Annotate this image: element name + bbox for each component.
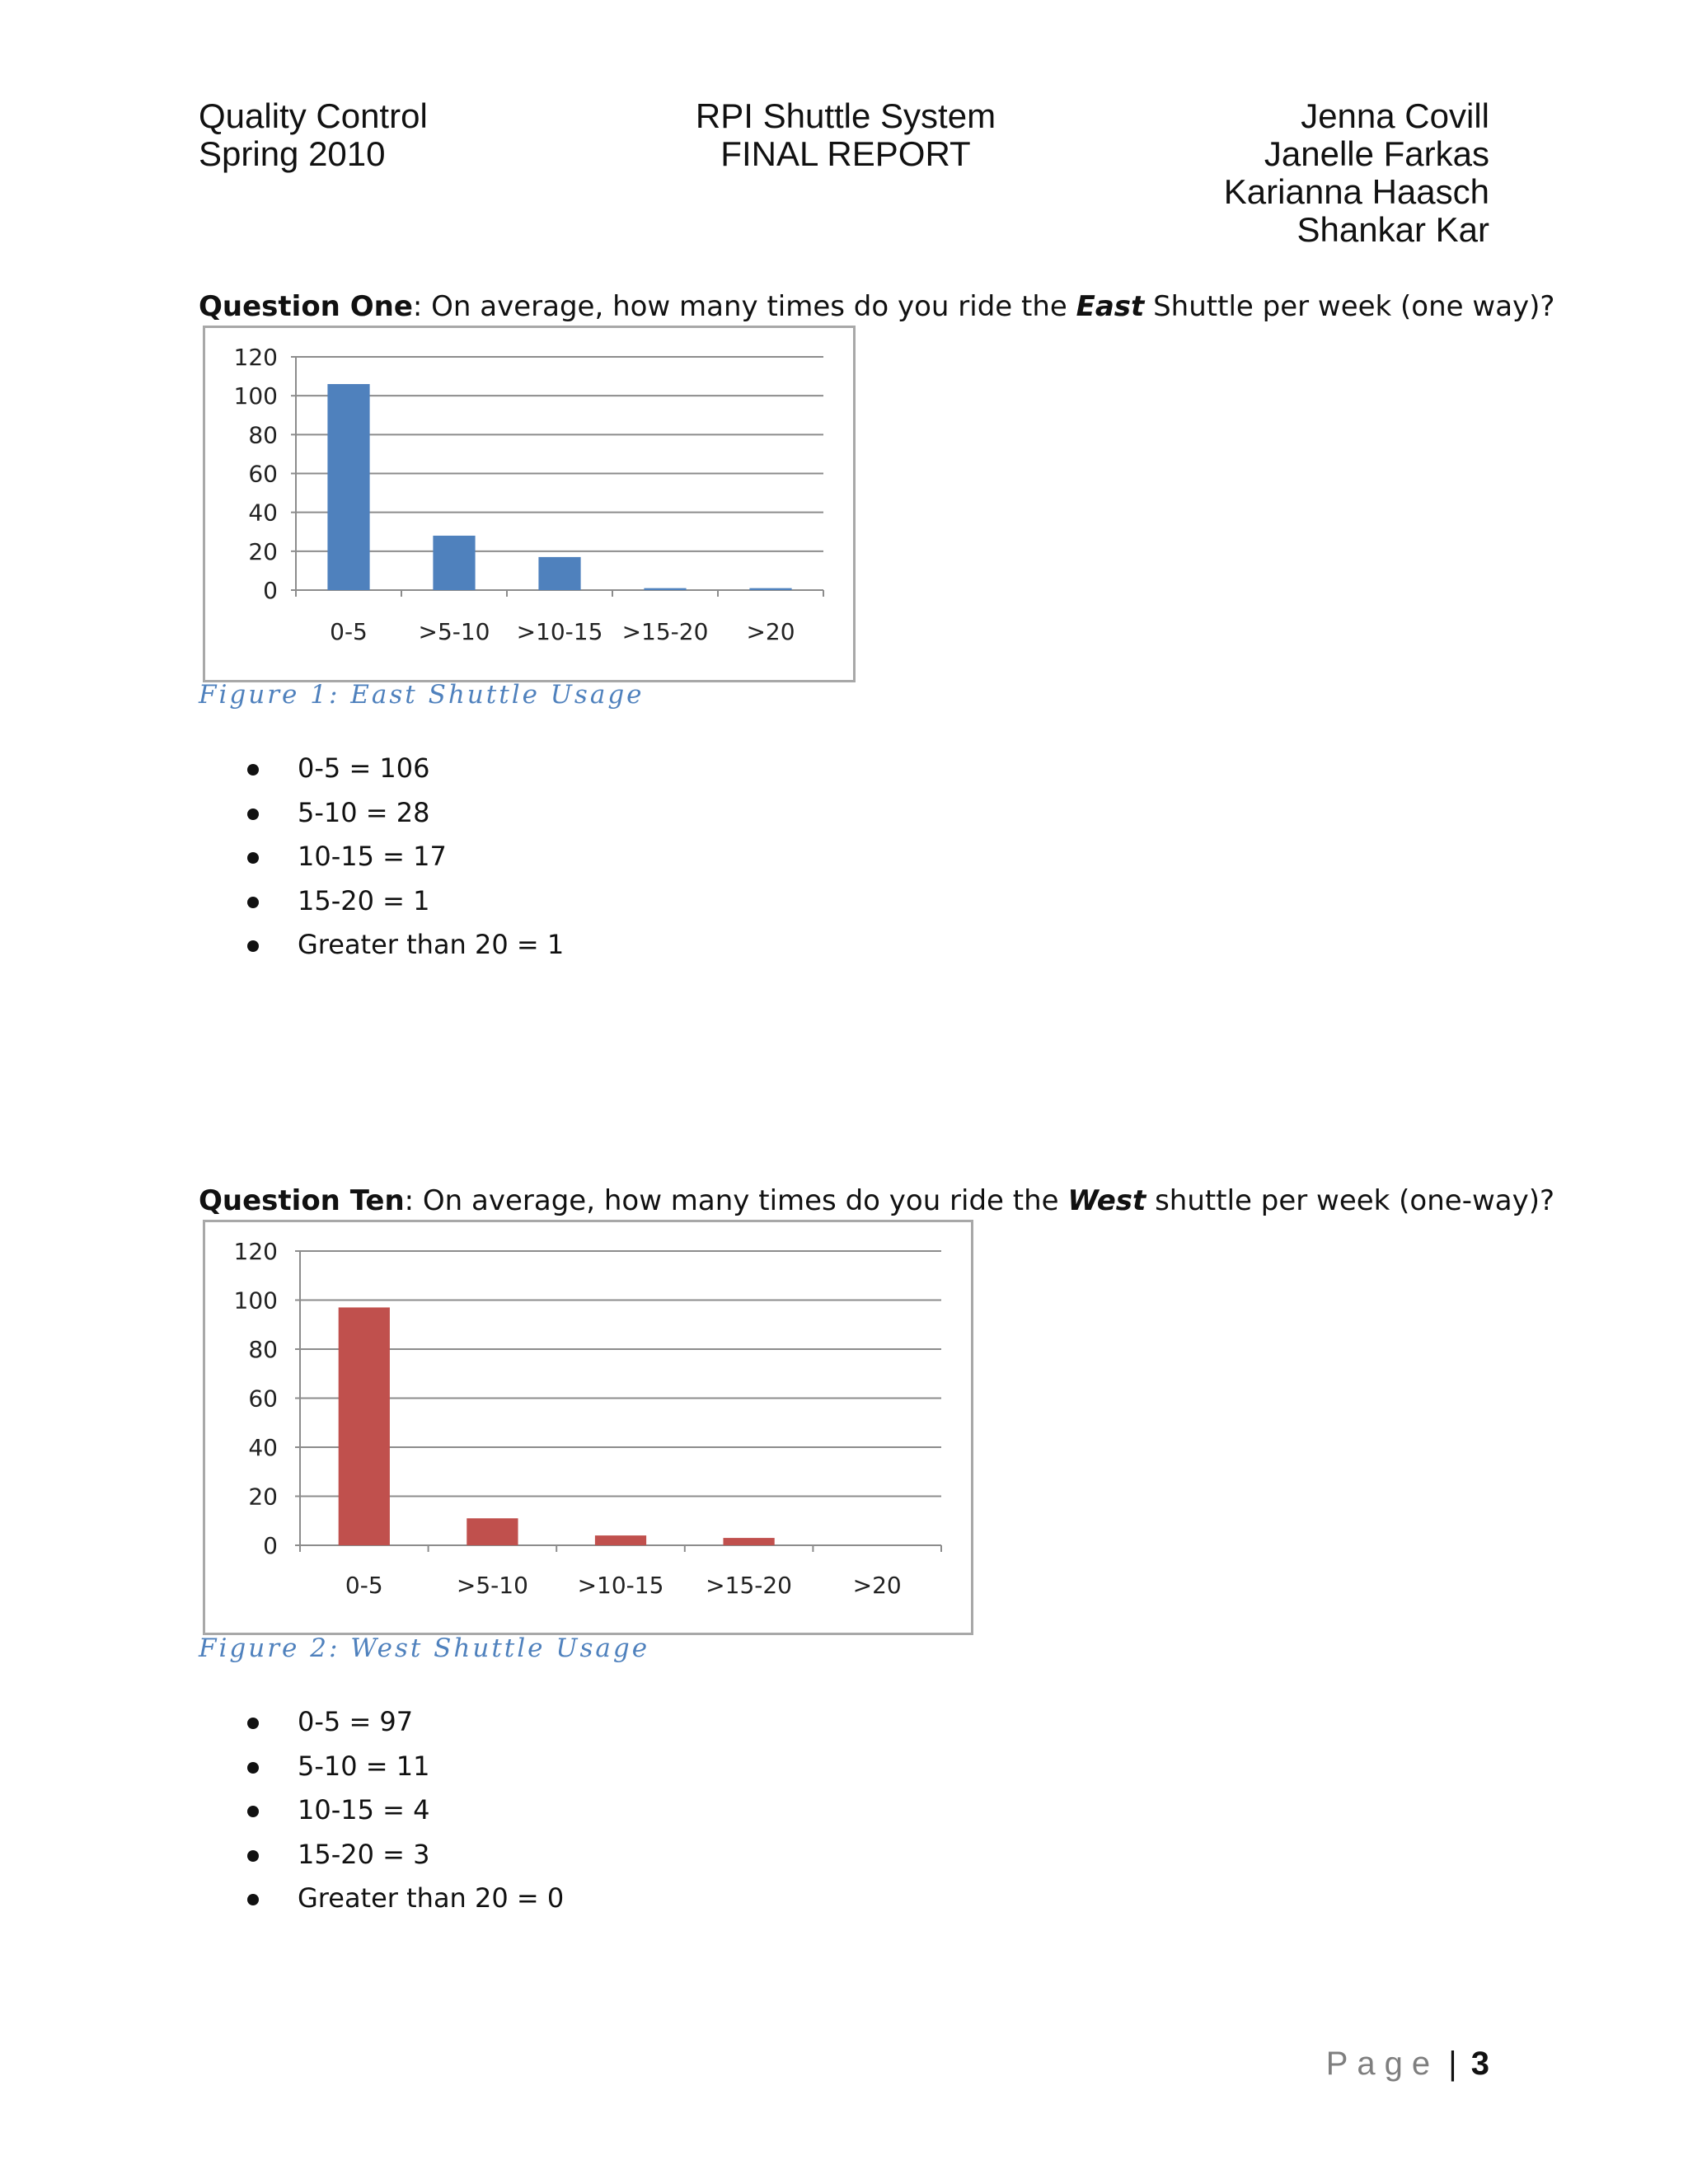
y-tick-label: 40 [248,499,278,527]
bullet-icon [247,1806,259,1817]
x-tick-label: 0-5 [330,618,368,645]
bullet-icon [247,852,259,864]
x-tick-label: >15-20 [706,1572,793,1599]
x-tick-label: >10-15 [516,618,603,645]
page-footer [1326,2046,1489,2083]
header-authors [1224,97,1489,249]
author-name: Jenna Covill [1301,96,1489,135]
x-tick-label: >20 [746,618,795,645]
list-item [247,1877,564,1921]
question-ten-text-after: shuttle per week (one-way)? [1146,1184,1555,1217]
figure-2-caption: Figure 2: West Shuttle Usage [199,1633,650,1663]
y-tick-label: 60 [248,460,278,488]
y-tick-label: 80 [248,1336,278,1363]
bar [327,384,369,590]
y-tick-label: 20 [248,537,278,565]
list-item-text: 5-10 = 28 [298,796,430,828]
bar [644,588,686,590]
east-shuttle-chart [203,326,856,682]
header-center [681,97,1010,173]
author-name: Shankar Kar [1296,210,1489,249]
list-item [247,879,564,924]
bullet-icon [247,1850,259,1862]
bar [749,588,791,590]
y-tick-label: 120 [233,344,278,371]
bullet-icon [247,1894,259,1905]
list-item [247,1745,564,1789]
east-shuttle-chart-svg [205,328,853,680]
header-left [199,97,428,173]
x-tick-label: 0-5 [345,1572,383,1599]
bullet-icon [247,764,259,776]
list-item-text: 15-20 = 3 [298,1838,430,1870]
x-tick-label: >20 [852,1572,902,1599]
bar [595,1535,646,1545]
list-item-text: Greater than 20 = 1 [298,929,565,960]
author-name: Karianna Haasch [1223,172,1489,211]
bar [538,557,580,590]
y-tick-label: 80 [248,421,278,449]
list-item [247,1833,564,1877]
list-item [247,1700,564,1745]
list-item [247,1788,564,1833]
term: Spring 2010 [199,134,386,173]
question-one-label: Question One [199,290,413,323]
x-tick-label: >10-15 [577,1572,664,1599]
y-tick-label: 0 [263,1532,278,1559]
y-tick-label: 100 [233,382,278,410]
list-item-text: 10-15 = 4 [298,1794,430,1825]
x-tick-label: >15-20 [621,618,709,645]
report-subtitle: FINAL REPORT [720,134,971,173]
question-ten-label: Question Ten [199,1184,405,1217]
question-ten-text-before: : On average, how many times do you ride the [404,1184,1068,1217]
list-item-text: 0-5 = 106 [298,752,430,784]
report-title: RPI Shuttle System [695,96,996,135]
list-item-text: 10-15 = 17 [298,841,447,872]
bullet-icon [247,940,259,952]
question-ten-emphasis: West [1067,1184,1146,1217]
west-usage-list [247,1700,564,1921]
list-item [247,835,564,879]
bar [433,536,475,590]
west-shuttle-chart [203,1220,973,1635]
bullet-icon [247,897,259,908]
bar [723,1538,774,1545]
x-tick-label: >5-10 [418,618,490,645]
question-one [199,290,1554,323]
list-item-text: 5-10 = 11 [298,1750,430,1782]
question-one-text-before: : On average, how many times do you ride the [412,290,1076,323]
figure-1-caption: Figure 1: East Shuttle Usage [199,680,645,710]
list-item [247,791,564,836]
page-number: 3 [1470,2046,1489,2082]
bar [339,1307,390,1545]
y-tick-label: 60 [248,1385,278,1413]
bullet-icon [247,808,259,820]
list-item [247,747,564,791]
list-item-text: 15-20 = 1 [298,884,430,916]
y-tick-label: 120 [233,1238,278,1265]
page-separator: | [1448,2046,1457,2082]
bar [467,1518,518,1545]
y-tick-label: 40 [248,1434,278,1461]
x-tick-label: >5-10 [456,1572,528,1599]
list-item [247,923,564,968]
west-shuttle-chart-svg [205,1222,971,1633]
y-tick-label: 20 [248,1483,278,1511]
course-title: Quality Control [199,96,428,135]
page-label: Page [1325,2046,1440,2082]
question-one-text-after: Shuttle per week (one way)? [1144,290,1555,323]
bullet-icon [247,1718,259,1729]
list-item-text: Greater than 20 = 0 [298,1882,565,1914]
y-tick-label: 0 [263,577,278,604]
east-usage-list [247,747,564,968]
question-ten [199,1184,1554,1217]
author-name: Janelle Farkas [1264,134,1489,173]
list-item-text: 0-5 = 97 [298,1706,414,1737]
bullet-icon [247,1762,259,1774]
question-one-emphasis: East [1076,290,1145,323]
y-tick-label: 100 [233,1286,278,1315]
